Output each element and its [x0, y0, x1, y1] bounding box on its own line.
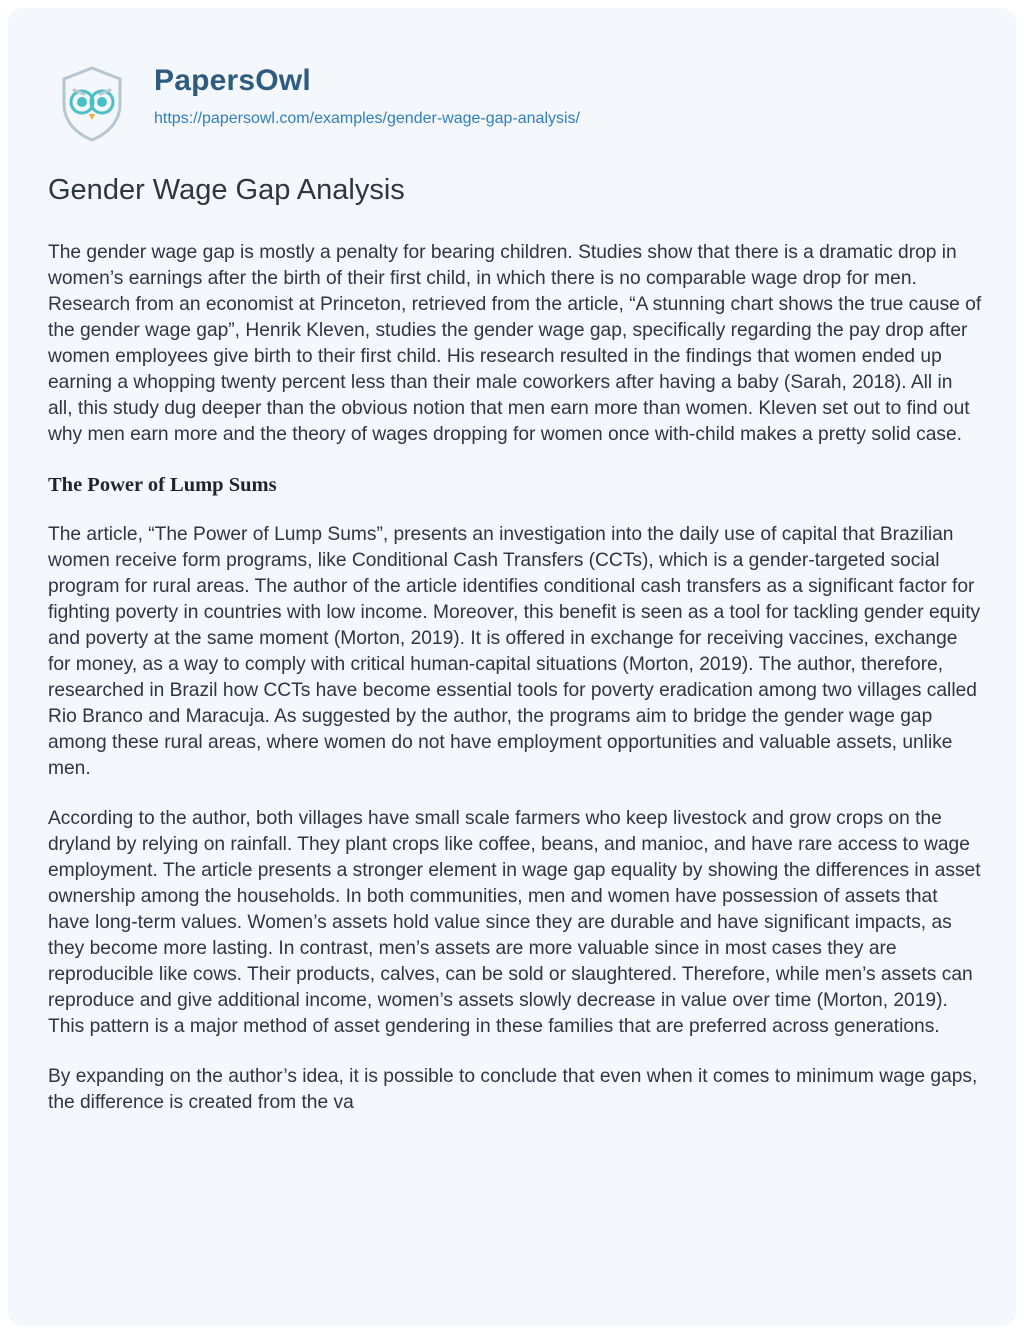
section-paragraph-1: The article, “The Power of Lump Sums”, presents an investigation into the daily use of capital that Brazilian women receive form programs, like Conditional Cash Transfers (CCTs), which is a gender-targeted social program for rural areas. The author of the article identifies conditional cash transfers as a significant factor for fighting poverty in countries with low income. Moreover, this benefit is seen as a tool for tackling gender equity and poverty at the same moment (Morton, 2019). It is offered in exchange for receiving vaccines, exchange for money, as a way to comply with critical human-capital situations (Morton, 2019). The author, therefore, researched in Brazil how CCTs have become essential tools for poverty eradication among two villages called Rio Branco and Maracuja. As suggested by the author, the programs aim to bridge the gender wage gap among these rural areas, where women do not have employment opportunities and valuable assets, unlike men.: [48, 524, 981, 779]
owl-logo-icon[interactable]: [50, 62, 134, 146]
document-title: Gender Wage Gap Analysis: [48, 174, 405, 206]
section-paragraph-2: According to the author, both villages have small scale farmers who keep livestock and grow crops on the dryland by relying on rainfall. They plant crops like coffee, beans, and manioc, and have rare access to wage employment. The article presents a stronger element in wage gap equality by showing the differences in asset ownership among the households. In both communities, men and women have possession of assets that have long-term values. Women’s assets hold value since they are durable and have significant impacts, as they become more lasting. In contrast, men’s assets are more valuable since in most cases they are reproducible like cows. Their products, calves, can be sold or slaughtered. Therefore, while men’s assets can reproduce and give additional income, women’s assets slowly decrease in value over time (Morton, 2019). This pattern is a major method of asset gendering in these families that are preferred across generations.: [48, 808, 981, 1037]
page-url-link[interactable]: https://papersowl.com/examples/gender-wage-gap-analysis/: [154, 110, 580, 127]
site-header: [50, 62, 950, 142]
document-body: [48, 240, 982, 1140]
section-paragraph-3: By expanding on the author’s idea, it is possible to conclude that even when it comes to minimum wage gaps, the difference is created from the va: [48, 1066, 978, 1113]
brand-name[interactable]: PapersOwl: [154, 64, 311, 97]
intro-paragraph: The gender wage gap is mostly a penalty for bearing children. Studies show that there is a dramatic drop in women’s earnings after the birth of their first child, in which there is no comparable wage drop for men. Research from an economist at Princeton, retrieved from the article, “A stunning chart shows the true cause of the gender wage gap”, Henrik Kleven, studies the gender wage gap, specifically regarding the pay drop after women employees give birth to their first child. His research resulted in the findings that women ended up earning a whopping twenty percent less than their male coworkers after having a baby (Sarah, 2018). All in all, this study dug deeper than the obvious notion that men earn more than women. Kleven set out to find out why men earn more and the theory of wages dropping for women once with-child makes a pretty solid case.: [48, 242, 982, 445]
document-page: [8, 8, 1016, 1326]
section-heading: The Power of Lump Sums: [48, 474, 277, 496]
